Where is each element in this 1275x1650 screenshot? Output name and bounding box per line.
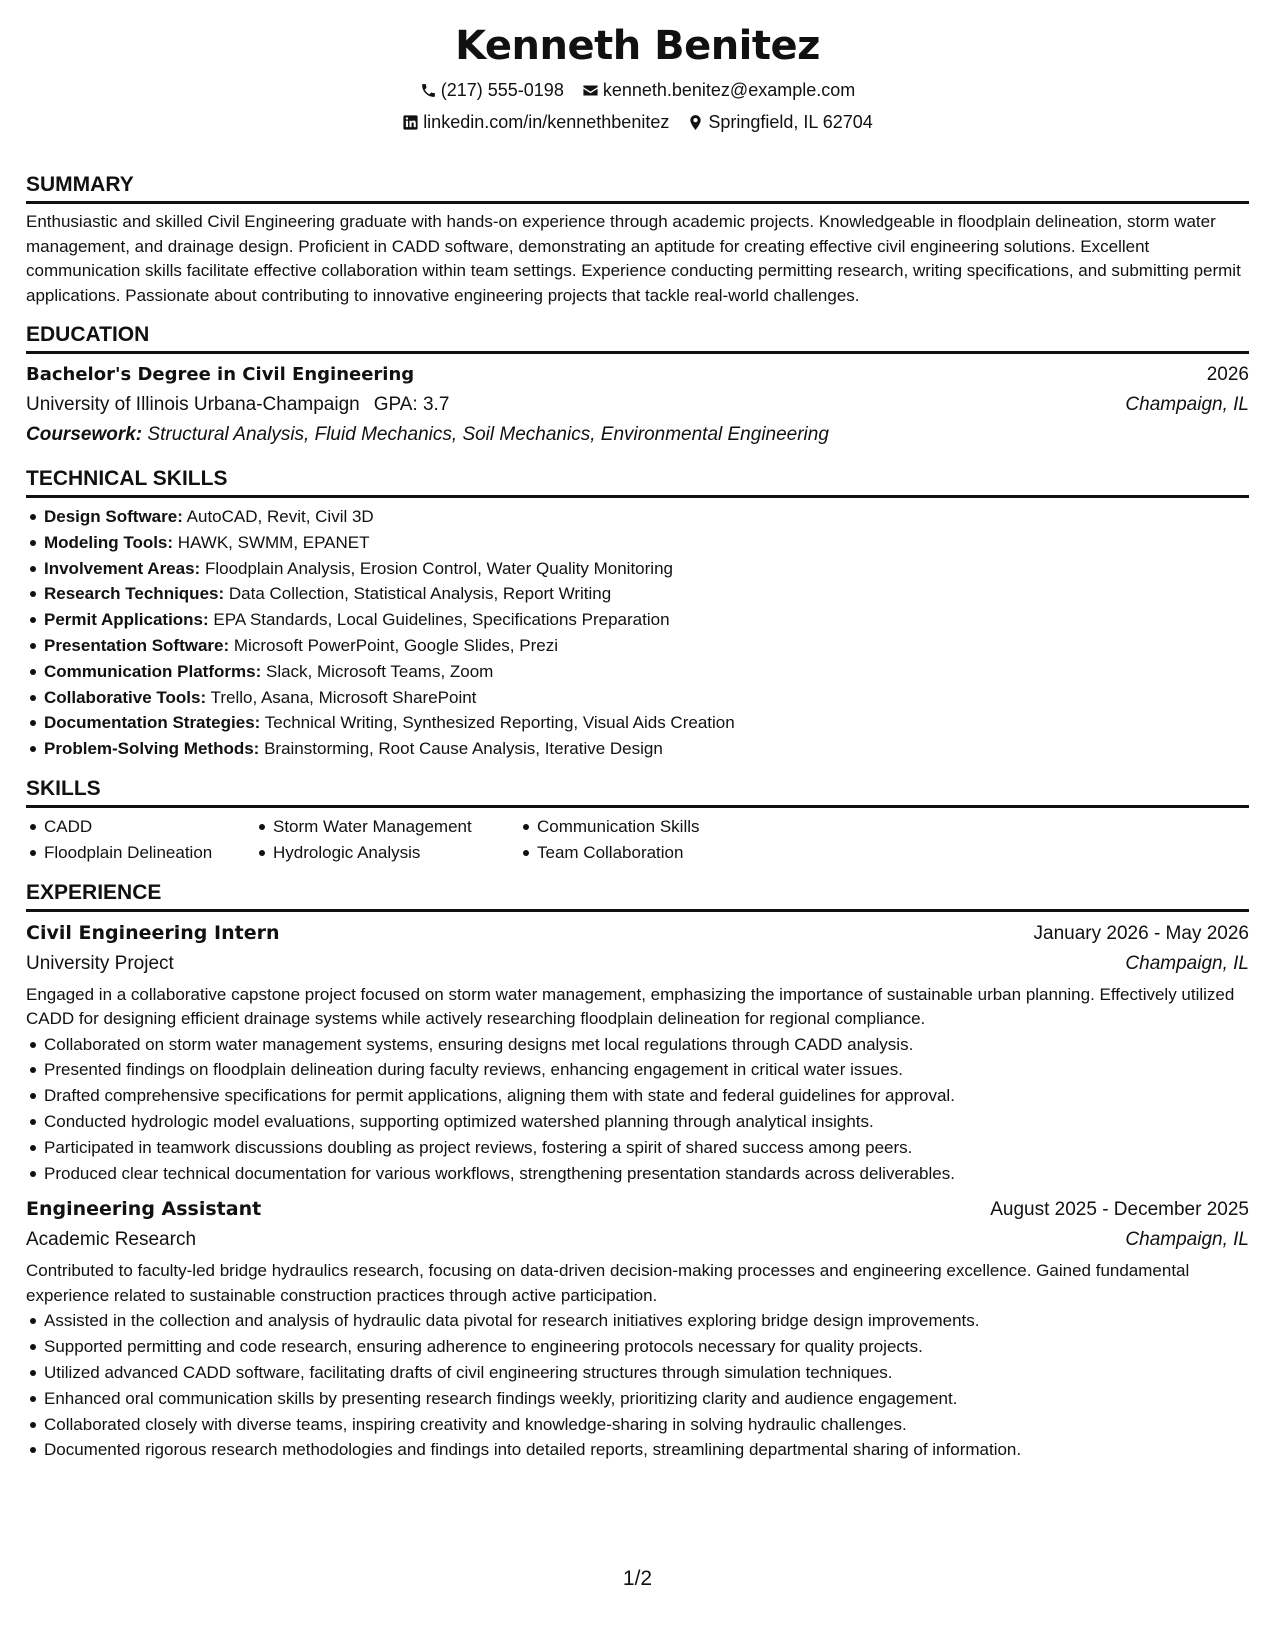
summary-text: Enthusiastic and skilled Civil Engineering graduate with hands-on experience through academic projects. Knowledgeable in floodplain delineation, storm water management, and drainage design. Proficient in CADD software, demonstrating an aptitude for creating effective civil engineering solutions. Excellent communication skills facilitate effective collaboration within team settings. Experience conducting permitting research, writing specifications, and submitting permit applications. Passionate about contributing to innovative engineering projects that tackle real-world challenges. bbox=[26, 212, 1241, 305]
list-item: CADD bbox=[44, 814, 255, 840]
job-org-row bbox=[26, 1225, 1249, 1255]
list-item: Collaborative Tools: Trello, Asana, Microsoft SharePoint bbox=[44, 685, 1249, 711]
job-bullets bbox=[26, 1032, 1249, 1187]
section-title-education: EDUCATION bbox=[26, 322, 1249, 354]
school-name: University of Illinois Urbana-Champaign bbox=[26, 394, 360, 415]
skills-column-3 bbox=[519, 814, 819, 866]
technical-skills-section bbox=[26, 466, 1249, 762]
job-title: Engineering Assistant bbox=[26, 1198, 262, 1221]
phone-contact bbox=[420, 78, 564, 102]
experience-section bbox=[26, 880, 1249, 1464]
job-location: Champaign, IL bbox=[1125, 952, 1249, 974]
school-location: Champaign, IL bbox=[1125, 394, 1249, 415]
coursework bbox=[26, 420, 1249, 450]
job-bullets bbox=[26, 1308, 1249, 1463]
education-section bbox=[26, 322, 1249, 450]
list-item: Team Collaboration bbox=[537, 840, 819, 866]
job-dates: January 2026 - May 2026 bbox=[1033, 922, 1249, 944]
list-item: Presented findings on floodplain delineation during faculty reviews, enhancing engagement in critical water issues. bbox=[44, 1057, 1249, 1083]
job-organization: University Project bbox=[26, 952, 174, 974]
job-description: Contributed to faculty-led bridge hydraulics research, focusing on data-driven decision-making processes and engineering excellence. Gained fundamental experience related to sustainable construction practices through active participation. bbox=[26, 1261, 1190, 1305]
summary-section bbox=[26, 172, 1249, 308]
section-title-skills: SKILLS bbox=[26, 776, 1249, 808]
location-contact bbox=[687, 110, 872, 134]
list-item: Produced clear technical documentation for various workflows, strengthening presentation standards across deliverables. bbox=[44, 1161, 1249, 1187]
degree-title: Bachelor's Degree in Civil Engineering bbox=[26, 364, 415, 385]
list-item: Collaborated closely with diverse teams, inspiring creativity and knowledge-sharing in solving hydraulic challenges. bbox=[44, 1412, 1249, 1438]
skills-section bbox=[26, 776, 1249, 866]
graduation-year: 2026 bbox=[1206, 364, 1249, 385]
list-item: Documented rigorous research methodologies and findings into detailed reports, streamlining departmental sharing of information. bbox=[44, 1437, 1249, 1463]
list-item: Documentation Strategies: Technical Writing, Synthesized Reporting, Visual Aids Creation bbox=[44, 710, 1249, 736]
technical-skills-list bbox=[26, 504, 1249, 762]
page-number: 1/2 bbox=[622, 1567, 653, 1590]
section-title-technical-skills: TECHNICAL SKILLS bbox=[26, 466, 1249, 498]
job-dates: August 2025 - December 2025 bbox=[990, 1199, 1249, 1221]
linkedin-url[interactable]: linkedin.com/in/kennethbenitez bbox=[423, 112, 670, 132]
map-pin-icon bbox=[687, 114, 704, 131]
job-header-row bbox=[26, 918, 1249, 949]
gpa: GPA: 3.7 bbox=[373, 394, 450, 415]
job-org-row bbox=[26, 949, 1249, 979]
job-header-row bbox=[26, 1194, 1249, 1225]
section-title-summary: SUMMARY bbox=[26, 172, 1249, 204]
linkedin-contact[interactable] bbox=[402, 110, 669, 134]
list-item: Research Techniques: Data Collection, Statistical Analysis, Report Writing bbox=[44, 581, 1249, 607]
education-row-2 bbox=[26, 390, 1249, 420]
skills-column-1 bbox=[26, 814, 255, 866]
list-item: Involvement Areas: Floodplain Analysis, Erosion Control, Water Quality Monitoring bbox=[44, 556, 1249, 582]
phone-icon bbox=[420, 82, 437, 99]
list-item: Participated in teamwork discussions doubling as project reviews, fostering a spirit of shared success among peers. bbox=[44, 1135, 1249, 1161]
list-item: Design Software: AutoCAD, Revit, Civil 3D bbox=[44, 504, 1249, 530]
list-item: Communication Platforms: Slack, Microsoft Teams, Zoom bbox=[44, 659, 1249, 685]
coursework-label: Coursework: bbox=[26, 424, 143, 445]
linkedin-icon bbox=[402, 114, 419, 131]
contact-line-2 bbox=[26, 110, 1249, 134]
list-item: Supported permitting and code research, ensuring adherence to engineering protocols necessary for quality projects. bbox=[44, 1334, 1249, 1360]
job-title: Civil Engineering Intern bbox=[26, 921, 280, 944]
education-row-1 bbox=[26, 360, 1249, 390]
skills-column-2 bbox=[255, 814, 519, 866]
phone-number: (217) 555-0198 bbox=[440, 80, 564, 100]
location-text: Springfield, IL 62704 bbox=[708, 112, 873, 132]
job-location: Champaign, IL bbox=[1125, 1229, 1249, 1251]
list-item: Drafted comprehensive specifications for permit applications, aligning them with state and federal guidelines for approval. bbox=[44, 1083, 1249, 1109]
candidate-name: Kenneth Benitez bbox=[455, 23, 820, 69]
list-item: Enhanced oral communication skills by presenting research findings weekly, prioritizing clarity and audience engagement. bbox=[44, 1386, 1249, 1412]
school-info bbox=[26, 390, 449, 420]
envelope-icon bbox=[582, 82, 599, 99]
resume-header bbox=[26, 20, 1249, 134]
job-entry bbox=[26, 1194, 1249, 1463]
job-description: Engaged in a collaborative capstone project focused on storm water management, emphasizing the importance of sustainable urban planning. Effectively utilized CADD for designing efficient drainage systems while actively researching floodplain delineation for regional compliance. bbox=[26, 984, 1235, 1029]
list-item: Storm Water Management bbox=[273, 814, 519, 840]
list-item: Communication Skills bbox=[537, 814, 819, 840]
email-address[interactable]: kenneth.benitez@example.com bbox=[602, 80, 856, 100]
job-organization: Academic Research bbox=[26, 1229, 197, 1251]
job-entry bbox=[26, 918, 1249, 1187]
coursework-list: Structural Analysis, Fluid Mechanics, Soil Mechanics, Environmental Engineering bbox=[147, 424, 829, 445]
list-item: Hydrologic Analysis bbox=[273, 840, 519, 866]
contact-line-1 bbox=[26, 78, 1249, 102]
list-item: Problem-Solving Methods: Brainstorming, Root Cause Analysis, Iterative Design bbox=[44, 736, 1249, 762]
list-item: Conducted hydrologic model evaluations, supporting optimized watershed planning through analytical insights. bbox=[44, 1109, 1249, 1135]
list-item: Utilized advanced CADD software, facilitating drafts of civil engineering structures through simulation techniques. bbox=[44, 1360, 1249, 1386]
list-item: Assisted in the collection and analysis of hydraulic data pivotal for research initiatives exploring bridge design improvements. bbox=[44, 1308, 1249, 1334]
list-item: Modeling Tools: HAWK, SWMM, EPANET bbox=[44, 530, 1249, 556]
list-item: Presentation Software: Microsoft PowerPoint, Google Slides, Prezi bbox=[44, 633, 1249, 659]
email-contact[interactable] bbox=[582, 78, 855, 102]
section-title-experience: EXPERIENCE bbox=[26, 880, 1249, 912]
list-item: Collaborated on storm water management systems, ensuring designs met local regulations through CADD analysis. bbox=[44, 1032, 1249, 1058]
list-item: Permit Applications: EPA Standards, Local Guidelines, Specifications Preparation bbox=[44, 607, 1249, 633]
skills-grid bbox=[26, 814, 1249, 866]
list-item: Floodplain Delineation bbox=[44, 840, 255, 866]
